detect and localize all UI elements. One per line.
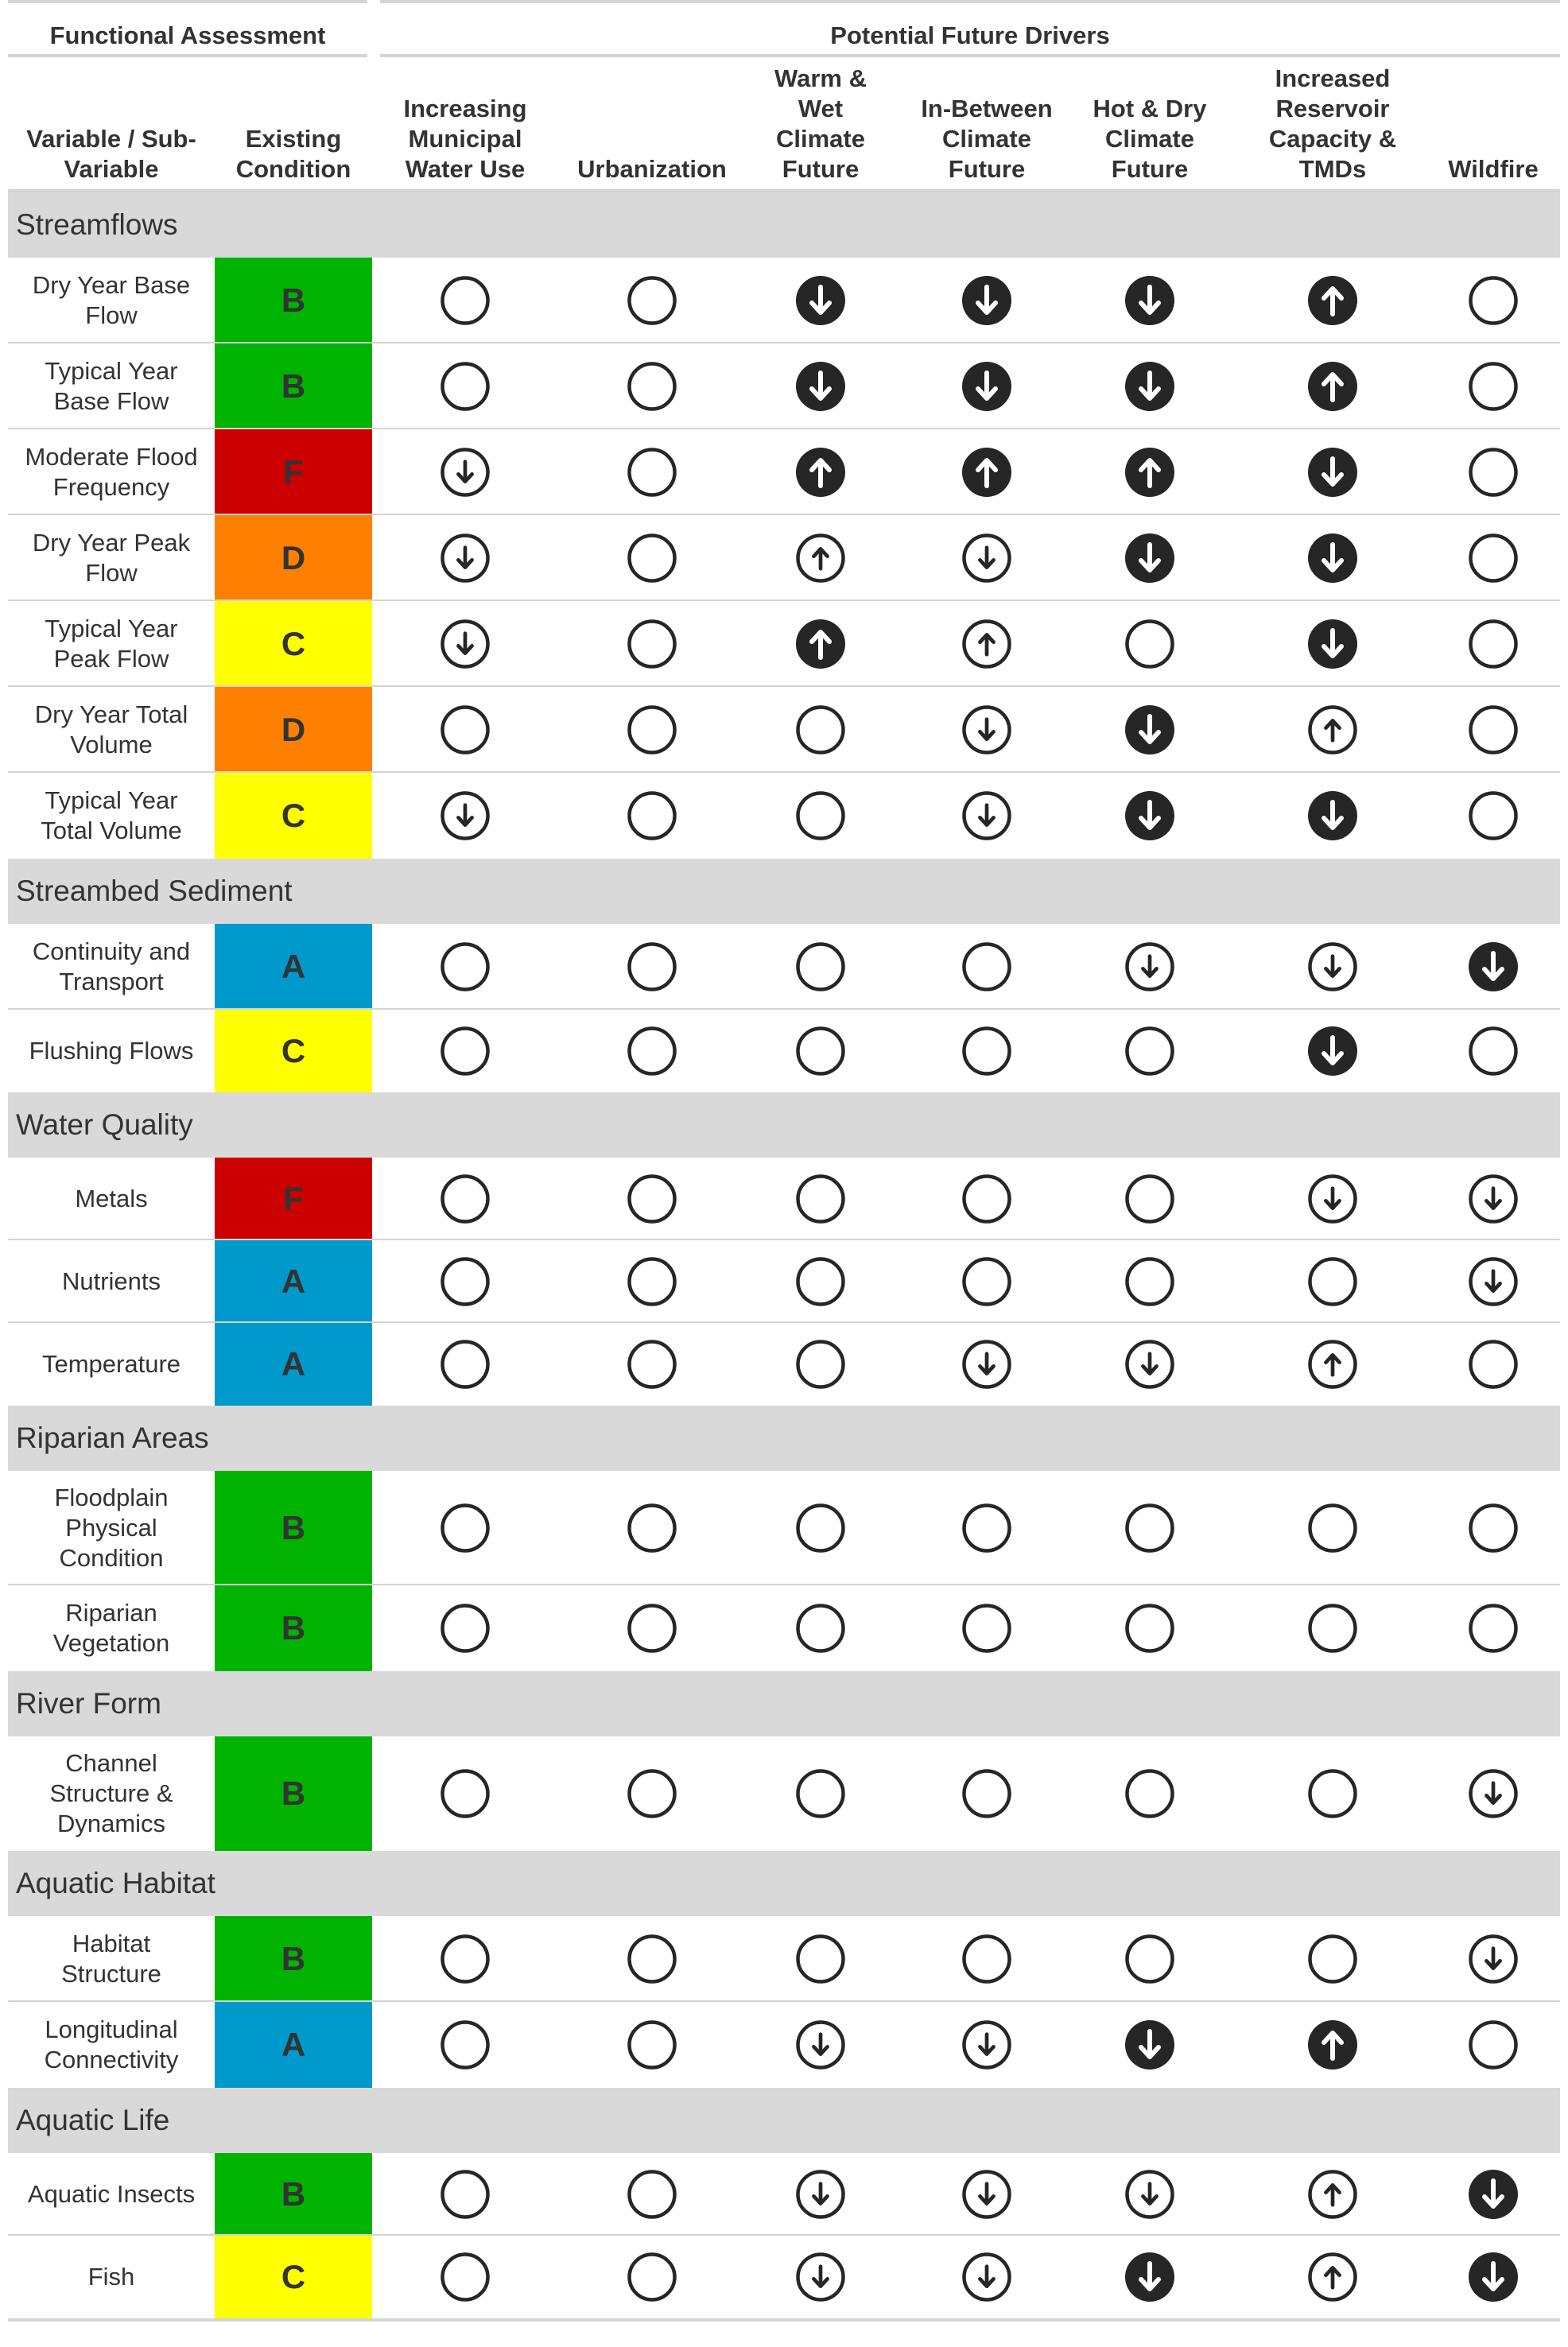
condition-grade: F [215,1158,372,1240]
empty-circle-icon [1467,618,1519,670]
empty-circle-icon [626,618,678,670]
decrease-outline-arrow-icon [961,532,1013,584]
decrease-filled-arrow-icon [1124,274,1176,327]
row-label: Temperature [41,1350,181,1378]
empty-circle-icon [626,360,678,413]
row-label: Longitudinal Connectivity [44,2015,179,2074]
empty-circle-icon [439,1602,491,1655]
empty-circle-icon [1124,618,1176,670]
empty-circle-icon [1124,1025,1176,1077]
column-header-row [8,57,1560,192]
existing-condition-column-header: Existing Condition [235,125,351,183]
table-row [8,773,1560,859]
empty-circle-icon [626,704,678,756]
potential-future-drivers-header: Potential Future Drivers [380,0,1560,57]
decrease-filled-arrow-icon [1306,532,1359,584]
row-label: Channel Structure & Dynamics [49,1749,173,1837]
empty-circle-icon [1467,1602,1519,1655]
decrease-outline-arrow-icon [439,446,491,498]
empty-circle-icon [794,1255,847,1308]
empty-circle-icon [626,2019,678,2071]
section-header: Riparian Areas [8,1406,1560,1471]
decrease-filled-arrow-icon [1467,2251,1519,2303]
empty-circle-icon [1467,1502,1519,1554]
decrease-filled-arrow-icon [961,360,1013,413]
empty-circle-icon [626,1025,678,1077]
condition-grade: B [215,1585,372,1671]
table-row [8,343,1560,429]
empty-circle-icon [626,1933,678,1985]
table-row [8,1736,1560,1851]
decrease-outline-arrow-icon [961,2019,1013,2071]
increase-filled-arrow-icon [1306,2019,1359,2071]
increase-filled-arrow-icon [1124,446,1176,498]
row-label: Metals [75,1185,148,1212]
driver-column-header: Increased Reservoir Capacity & TMDs [1268,64,1397,183]
table-bottom-border [8,2318,1560,2322]
driver-column-header: Wildfire [1448,155,1539,183]
empty-circle-icon [626,274,678,327]
row-label: Habitat Structure [61,1930,161,1988]
decrease-outline-arrow-icon [794,2168,847,2221]
empty-circle-icon [626,446,678,498]
empty-circle-icon [1467,360,1519,413]
condition-grade: C [215,2236,372,2318]
decrease-outline-arrow-icon [439,532,491,584]
section-header: River Form [8,1671,1560,1736]
empty-circle-icon [626,1173,678,1225]
section-header: Streambed Sediment [8,859,1560,924]
empty-circle-icon [1124,1255,1176,1308]
decrease-outline-arrow-icon [794,2019,847,2071]
row-label: Nutrients [61,1267,161,1295]
empty-circle-icon [1124,1502,1176,1554]
decrease-outline-arrow-icon [961,704,1013,756]
section-header: Streamflows [8,192,1560,258]
empty-circle-icon [1467,2019,1519,2071]
empty-circle-icon [439,1025,491,1077]
decrease-outline-arrow-icon [1467,1173,1519,1225]
empty-circle-icon [439,360,491,413]
decrease-filled-arrow-icon [1124,2251,1176,2303]
increase-outline-arrow-icon [1306,1338,1359,1391]
condition-grade: B [215,343,372,429]
empty-circle-icon [961,1255,1013,1308]
condition-grade: B [215,1471,372,1585]
driver-column-header: Urbanization [577,155,727,183]
empty-circle-icon [961,1933,1013,1985]
empty-circle-icon [1306,1767,1359,1820]
driver-column-header: Warm & Wet Climate Future [774,64,867,183]
decrease-outline-arrow-icon [1124,2168,1176,2221]
decrease-outline-arrow-icon [961,2251,1013,2303]
empty-circle-icon [1467,532,1519,584]
empty-circle-icon [626,2168,678,2221]
decrease-filled-arrow-icon [1124,360,1176,413]
decrease-outline-arrow-icon [794,2251,847,2303]
condition-grade: A [215,1240,372,1323]
empty-circle-icon [961,941,1013,993]
condition-grade: C [215,601,372,687]
empty-circle-icon [1124,1602,1176,1655]
decrease-outline-arrow-icon [961,789,1013,842]
empty-circle-icon [1467,1025,1519,1077]
decrease-outline-arrow-icon [1124,1338,1176,1391]
section-header: Water Quality [8,1092,1560,1158]
decrease-outline-arrow-icon [439,789,491,842]
row-label: Typical Year Total Volume [41,786,182,844]
increase-filled-arrow-icon [794,618,847,670]
condition-grade: C [215,773,372,859]
table-row [8,924,1560,1010]
row-label: Continuity and Transport [32,937,191,995]
decrease-outline-arrow-icon [439,618,491,670]
table-row [8,1323,1560,1406]
empty-circle-icon [794,1933,847,1985]
table-row [8,2153,1560,2236]
empty-circle-icon [439,2019,491,2071]
condition-grade: D [215,515,372,601]
empty-circle-icon [794,1767,847,1820]
driver-column-header: In-Between Climate Future [921,95,1053,183]
row-label: Flushing Flows [29,1037,194,1065]
decrease-filled-arrow-icon [1306,1025,1359,1077]
variable-column-header: Variable / Sub- Variable [26,125,196,183]
empty-circle-icon [794,941,847,993]
row-label: Typical Year Peak Flow [45,615,178,673]
driver-column-header: Hot & Dry Climate Future [1093,95,1207,183]
row-label: Aquatic Insects [27,2180,196,2208]
table-row [8,258,1560,343]
empty-circle-icon [961,1602,1013,1655]
empty-circle-icon [439,704,491,756]
decrease-outline-arrow-icon [1306,941,1359,993]
section-header: Aquatic Life [8,2088,1560,2153]
decrease-filled-arrow-icon [961,274,1013,327]
decrease-filled-arrow-icon [1124,704,1176,756]
empty-circle-icon [1467,1338,1519,1391]
empty-circle-icon [439,1255,491,1308]
decrease-filled-arrow-icon [1124,2019,1176,2071]
empty-circle-icon [1467,274,1519,327]
decrease-filled-arrow-icon [1467,2168,1519,2221]
empty-circle-icon [794,1025,847,1077]
table-row [8,601,1560,687]
table-row [8,1471,1560,1585]
increase-filled-arrow-icon [1306,274,1359,327]
empty-circle-icon [1467,789,1519,842]
empty-circle-icon [439,941,491,993]
increase-outline-arrow-icon [1306,704,1359,756]
decrease-filled-arrow-icon [1306,789,1359,842]
table-row [8,2002,1560,2088]
increase-filled-arrow-icon [1306,360,1359,413]
empty-circle-icon [1306,1602,1359,1655]
empty-circle-icon [439,2168,491,2221]
empty-circle-icon [1306,1255,1359,1308]
table-row [8,515,1560,601]
row-label: Moderate Flood Frequency [25,443,198,501]
row-label: Fish [87,2263,135,2291]
table-row [8,1240,1560,1323]
increase-outline-arrow-icon [794,532,847,584]
functional-assessment-header: Functional Assessment [8,0,367,57]
empty-circle-icon [1467,446,1519,498]
empty-circle-icon [1306,1502,1359,1554]
decrease-filled-arrow-icon [794,274,847,327]
increase-filled-arrow-icon [794,446,847,498]
empty-circle-icon [794,1173,847,1225]
empty-circle-icon [626,941,678,993]
empty-circle-icon [794,1502,847,1554]
section-header: Aquatic Habitat [8,1851,1560,1916]
decrease-filled-arrow-icon [1306,618,1359,670]
decrease-outline-arrow-icon [1306,1173,1359,1225]
table-row [8,1010,1560,1092]
condition-grade: F [215,429,372,515]
driver-column-header: Increasing Municipal Water Use [403,95,527,183]
empty-circle-icon [1124,1767,1176,1820]
empty-circle-icon [626,532,678,584]
decrease-outline-arrow-icon [1467,1767,1519,1820]
empty-circle-icon [626,1767,678,1820]
decrease-outline-arrow-icon [1124,941,1176,993]
decrease-filled-arrow-icon [1306,446,1359,498]
empty-circle-icon [961,1502,1013,1554]
empty-circle-icon [1467,704,1519,756]
table-row [8,1916,1560,2002]
condition-grade: C [215,1010,372,1092]
row-label: Floodplain Physical Condition [54,1484,169,1572]
increase-filled-arrow-icon [961,446,1013,498]
decrease-filled-arrow-icon [794,360,847,413]
empty-circle-icon [626,1255,678,1308]
empty-circle-icon [794,1602,847,1655]
table-row [8,2236,1560,2318]
condition-grade: B [215,2153,372,2236]
empty-circle-icon [439,2251,491,2303]
empty-circle-icon [1124,1173,1176,1225]
empty-circle-icon [626,1502,678,1554]
empty-circle-icon [439,1502,491,1554]
empty-circle-icon [961,1173,1013,1225]
empty-circle-icon [1124,1933,1176,1985]
table-row [8,1585,1560,1671]
empty-circle-icon [439,1767,491,1820]
condition-grade: B [215,258,372,343]
condition-grade: B [215,1916,372,2002]
increase-outline-arrow-icon [961,618,1013,670]
empty-circle-icon [1306,1933,1359,1985]
decrease-filled-arrow-icon [1467,941,1519,993]
empty-circle-icon [439,1173,491,1225]
empty-circle-icon [439,1933,491,1985]
condition-grade: A [215,924,372,1010]
empty-circle-icon [794,704,847,756]
condition-grade: D [215,687,372,773]
empty-circle-icon [439,1338,491,1391]
empty-circle-icon [439,274,491,327]
condition-grade: A [215,1323,372,1406]
row-label: Riparian Vegetation [52,1599,170,1657]
decrease-filled-arrow-icon [1124,789,1176,842]
increase-outline-arrow-icon [1306,2168,1359,2221]
table-row [8,429,1560,515]
empty-circle-icon [626,789,678,842]
empty-circle-icon [961,1767,1013,1820]
row-label: Dry Year Total Volume [34,700,188,758]
condition-grade: A [215,2002,372,2088]
empty-circle-icon [626,1338,678,1391]
empty-circle-icon [626,1602,678,1655]
table-row [8,687,1560,773]
row-label: Dry Year Base Flow [32,271,191,329]
decrease-filled-arrow-icon [1124,532,1176,584]
row-label: Typical Year Base Flow [45,357,178,415]
empty-circle-icon [626,2251,678,2303]
decrease-outline-arrow-icon [1467,1255,1519,1308]
empty-circle-icon [794,789,847,842]
row-label: Dry Year Peak Flow [32,529,191,587]
decrease-outline-arrow-icon [961,2168,1013,2221]
increase-outline-arrow-icon [1306,2251,1359,2303]
table-row [8,1158,1560,1240]
condition-grade: B [215,1736,372,1851]
decrease-outline-arrow-icon [1467,1933,1519,1985]
empty-circle-icon [794,1338,847,1391]
empty-circle-icon [961,1025,1013,1077]
decrease-outline-arrow-icon [961,1338,1013,1391]
